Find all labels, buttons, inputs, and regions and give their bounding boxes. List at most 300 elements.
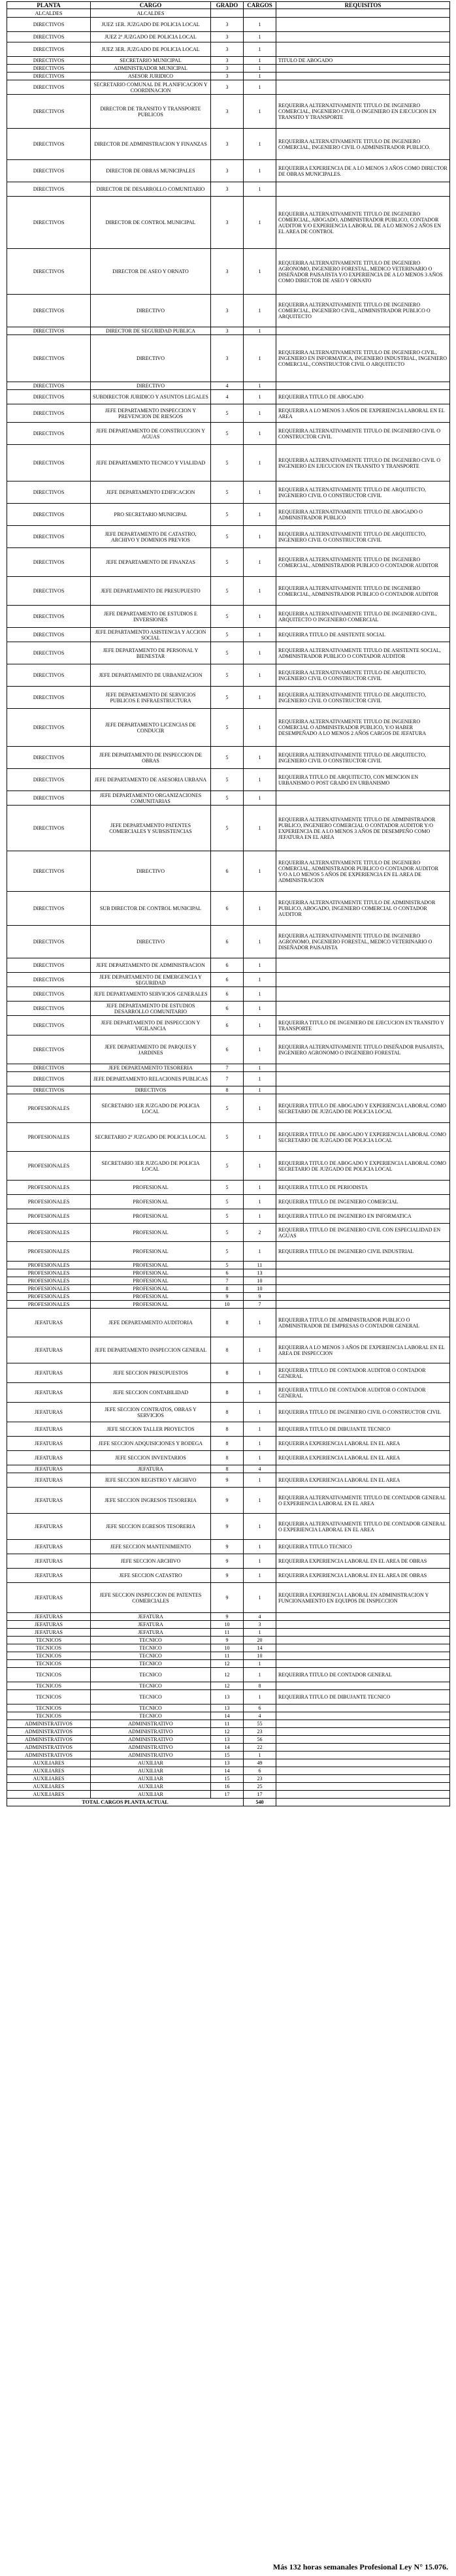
- cargos-cell: 1: [244, 642, 276, 664]
- requisitos-cell: REQUERIRA EXPERIENCIA LABORAL EN EL AREA DE OBRAS: [276, 1554, 450, 1569]
- grado-cell: 5: [211, 709, 244, 747]
- cargo-cell: JEFE DEPARTAMENTO EDIFICACION: [91, 481, 211, 504]
- cargo-cell: DIRECTOR DE ADMINISTRACION Y FINANZAS: [91, 129, 211, 160]
- cargos-cell: 1: [244, 606, 276, 628]
- grado-cell: 8: [211, 1363, 244, 1383]
- table-row: [7, 1242, 450, 1262]
- table-row: [7, 57, 450, 65]
- grado-cell: 7: [211, 1277, 244, 1285]
- cargo-cell: DIRECTOR DE ASEO Y ORNATO: [91, 249, 211, 295]
- cargo-cell: JEFE SECCION EGRESOS TESORERIA: [91, 1514, 211, 1540]
- cargos-cell: 8: [244, 1682, 276, 1690]
- grado-cell: 8: [211, 1086, 244, 1094]
- requisitos-cell: [276, 42, 450, 57]
- planta-cell: DIRECTIVOS: [7, 687, 91, 709]
- requisitos-cell: [276, 327, 450, 335]
- requisitos-cell: REQUERIRA ALTERNATIVAMENTE TITULO DISEÑADOR PAISAJISTA, INGENIERO AGRONOMO O INGENIERO FORESTAL: [276, 1035, 450, 1064]
- cargo-cell: JUEZ 1ER. JUZGADO DE POLICIA LOCAL: [91, 18, 211, 32]
- cargo-cell: JEFE SECCION ARCHIVO: [91, 1554, 211, 1569]
- requisitos-cell: [276, 1744, 450, 1752]
- cargos-cell: 1: [244, 160, 276, 182]
- grado-cell: 6: [211, 987, 244, 1002]
- cargo-cell: JEFE SECCION PRESUPUESTOS: [91, 1363, 211, 1383]
- cargos-cell: 1: [244, 1660, 276, 1668]
- cargo-cell: JEFE SECCION INGRESOS TESORERIA: [91, 1488, 211, 1514]
- table-row: [7, 526, 450, 548]
- cargo-cell: SUB DIRECTOR DE CONTROL MUNICIPAL: [91, 892, 211, 926]
- cargos-cell: 7: [244, 1301, 276, 1309]
- cargos-cell: 4: [244, 1712, 276, 1720]
- cargos-cell: 23: [244, 1775, 276, 1783]
- cargos-cell: 1: [244, 548, 276, 577]
- requisitos-cell: [276, 1637, 450, 1644]
- planta-cell: TECNICOS: [7, 1712, 91, 1720]
- cargos-cell: 1: [244, 1181, 276, 1195]
- requisitos-cell: [276, 1720, 450, 1728]
- requisitos-cell: [276, 1072, 450, 1086]
- requisitos-cell: REQUERIRA ALTERNATIVAMENTE TITULO DE ARQUITECTO, INGENIERO CIVIL O CONSTRUCTOR CIVIL: [276, 664, 450, 687]
- table-row: [7, 664, 450, 687]
- grado-cell: 9: [211, 1540, 244, 1554]
- table-row: [7, 335, 450, 382]
- table-row: [7, 1301, 450, 1309]
- requisitos-cell: REQUERIRA TITULO DE ASISTENTE SOCIAL: [276, 628, 450, 642]
- requisitos-cell: [276, 1712, 450, 1720]
- grado-cell: 9: [211, 1554, 244, 1569]
- cargo-cell: PROFESIONAL: [91, 1195, 211, 1209]
- cargos-cell: 1: [244, 1583, 276, 1613]
- cargo-cell: SECRETARIO COMUNAL DE PLANIFICACION Y COORDINACION: [91, 80, 211, 95]
- planta-cell: DIRECTIVOS: [7, 327, 91, 335]
- requisitos-cell: [276, 1644, 450, 1652]
- requisitos-cell: [276, 1285, 450, 1293]
- table-row: [7, 1660, 450, 1668]
- requisitos-cell: [276, 973, 450, 987]
- header-planta: PLANTA: [7, 2, 91, 9]
- grado-cell: 3: [211, 160, 244, 182]
- grado-cell: 4: [211, 390, 244, 404]
- requisitos-cell: REQUERIRA TITULO DE INGENIERO CIVIL CON ESPECIALIDAD EN AGUAS: [276, 1224, 450, 1242]
- cargo-cell: DIRECTOR DE SEGURIDAD PUBLICA: [91, 327, 211, 335]
- planta-cell: DIRECTIVOS: [7, 197, 91, 249]
- header-cargos: CARGOS: [244, 2, 276, 9]
- requisitos-cell: REQUERIRA TITULO DE CONTADOR AUDITOR O CONTADOR GENERAL: [276, 1363, 450, 1383]
- cargos-cell: 1: [244, 1473, 276, 1488]
- cargos-cell: 1: [244, 1363, 276, 1383]
- cargo-cell: TECNICO: [91, 1668, 211, 1682]
- grado-cell: 9: [211, 1488, 244, 1514]
- planta-cell: DIRECTIVOS: [7, 1035, 91, 1064]
- cargo-cell: DIRECTOR DE CONTROL MUNICIPAL: [91, 197, 211, 249]
- table-row: [7, 327, 450, 335]
- planta-cell: PROFESIONALES: [7, 1285, 91, 1293]
- table-row: [7, 80, 450, 95]
- planta-cell: ADMINISTRATIVOS: [7, 1752, 91, 1759]
- cargos-cell: 1: [244, 249, 276, 295]
- table-row: [7, 606, 450, 628]
- grado-cell: 6: [211, 1269, 244, 1277]
- planta-cell: DIRECTIVOS: [7, 548, 91, 577]
- table-row: [7, 1224, 450, 1242]
- table-row: [7, 1736, 450, 1744]
- cargos-cell: 1: [244, 1668, 276, 1682]
- cargo-cell: JEFE DEPARTAMENTO TECNICO Y VIALIDAD: [91, 445, 211, 481]
- planta-cell: ADMINISTRATIVOS: [7, 1720, 91, 1728]
- planta-cell: PROFESIONALES: [7, 1262, 91, 1269]
- planta-cell: ADMINISTRATIVOS: [7, 1744, 91, 1752]
- cargo-cell: DIRECTIVO: [91, 382, 211, 390]
- requisitos-cell: REQUERIRA TITULO DE ABOGADO: [276, 390, 450, 404]
- cargos-cell: 1: [244, 197, 276, 249]
- grado-cell: 8: [211, 1403, 244, 1422]
- grado-cell: 3: [211, 18, 244, 32]
- planta-cell: DIRECTIVOS: [7, 390, 91, 404]
- requisitos-cell: REQUERIRA TITULO DE ABOGADO Y EXPERIENCIA LABORAL COMO SECRETARIO DE JUZGADO DE POLICIA LOCAL: [276, 1123, 450, 1152]
- cargos-cell: 1: [244, 327, 276, 335]
- cargo-cell: SUBDIRECTOR JURIDICO Y ASUNTOS LEGALES: [91, 390, 211, 404]
- requisitos-cell: REQUERIRA EXPERIENCIA LABORAL EN ADMINISTRACION Y FUNCIONAMIENTO EN EQUIPOS DE INSPECCION: [276, 1583, 450, 1613]
- grado-cell: 5: [211, 1123, 244, 1152]
- grado-cell: 7: [211, 1064, 244, 1072]
- planta-cell: JEFATURAS: [7, 1437, 91, 1451]
- cargos-cell: 1: [244, 791, 276, 806]
- requisitos-cell: REQUERIRA TITULO DE INGENIERO EN INFORMATICA: [276, 1209, 450, 1224]
- table-row: [7, 1652, 450, 1660]
- cargos-cell: 1: [244, 42, 276, 57]
- grado-cell: 3: [211, 327, 244, 335]
- table-row: [7, 504, 450, 526]
- requisitos-cell: [276, 1621, 450, 1629]
- table-row: [7, 1086, 450, 1094]
- planta-cell: DIRECTIVOS: [7, 747, 91, 769]
- cargos-cell: 1: [244, 1086, 276, 1094]
- table-row: [7, 129, 450, 160]
- grado-cell: 10: [211, 1621, 244, 1629]
- table-row: [7, 1629, 450, 1637]
- planta-cell: PROFESIONALES: [7, 1301, 91, 1309]
- table-row: [7, 1704, 450, 1712]
- requisitos-cell: [276, 1759, 450, 1767]
- table-row: [7, 1403, 450, 1422]
- table-row: [7, 1262, 450, 1269]
- cargos-cell: 1: [244, 1035, 276, 1064]
- grado-cell: 8: [211, 1451, 244, 1465]
- cargo-cell: JEFE DEPARTAMENTO DE PRESUPUESTO: [91, 577, 211, 606]
- requisitos-cell: [276, 1293, 450, 1301]
- table-row: [7, 1613, 450, 1621]
- grado-cell: 5: [211, 577, 244, 606]
- requisitos-cell: [276, 80, 450, 95]
- planta-cell: DIRECTIVOS: [7, 606, 91, 628]
- table-row: [7, 1309, 450, 1337]
- table-row: [7, 577, 450, 606]
- requisitos-cell: [276, 1767, 450, 1775]
- planta-cell: DIRECTIVOS: [7, 664, 91, 687]
- requisitos-cell: REQUERIRA ALTERNATIVAMENTE TITULO DE INGENIERO COMERCIAL, INGENIERO CIVIL O INGENIERO EN EJECUCION EN TRANSITO Y TRANSPORTE: [276, 95, 450, 129]
- requisitos-cell: [276, 1301, 450, 1309]
- cargo-cell: SECRETARIO 1ER JUZGADO DE POLICIA LOCAL: [91, 1094, 211, 1123]
- cargo-cell: JEFE SECCION INVENTARIOS: [91, 1451, 211, 1465]
- planta-cell: DIRECTIVOS: [7, 504, 91, 526]
- grado-cell: 16: [211, 1783, 244, 1791]
- grado-cell: 10: [211, 1644, 244, 1652]
- cargo-cell: DIRECTIVO: [91, 295, 211, 327]
- cargo-cell: TECNICO: [91, 1660, 211, 1668]
- cargo-cell: JEFE DEPARTAMENTO AUDITORIA: [91, 1309, 211, 1337]
- table-row: [7, 182, 450, 197]
- cargos-cell: 1: [244, 1094, 276, 1123]
- grado-cell: 13: [211, 1736, 244, 1744]
- requisitos-cell: REQUERIRA ALTERNATIVAMENTE TITULO DE ARQUITECTO, INGENIERO CIVIL O CONSTRUCTOR CIVIL: [276, 526, 450, 548]
- cargo-cell: PROFESIONAL: [91, 1242, 211, 1262]
- table-row: [7, 9, 450, 18]
- total-row: [7, 1799, 450, 1806]
- cargos-cell: 23: [244, 1728, 276, 1736]
- cargos-cell: 6: [244, 1767, 276, 1775]
- requisitos-cell: REQUERIRA ALTERNATIVAMENTE TITULO DE ADMINISTRADOR PUBLICO, INGENIERO COMERCIAL O CONTADOR AUDITOR Y/O EXPERIENCIA DE A LO MENOS 3 AÑOS DE DESEMPEÑO COMO JEFATURA EN EL AREA: [276, 806, 450, 851]
- requisitos-cell: REQUERIRA TITULO TECNICO: [276, 1540, 450, 1554]
- planta-cell: AUXILIARES: [7, 1767, 91, 1775]
- table-row: [7, 926, 450, 958]
- planta-cell: JEFATURAS: [7, 1473, 91, 1488]
- header-requisitos: REQUISITOS: [276, 2, 450, 9]
- requisitos-cell: REQUERIRA ALTERNATIVAMENTE TITULO DE INGENIERO AGRONOMO, INGENIERO FORESTAL, MEDICO VETERINARIO O DISEÑADOR PAISAJISTA Y/O EXPERIENCIA DE A LO MENOS 3 AÑOS COMO DIRECTOR DE ASEO Y ORNATO: [276, 249, 450, 295]
- requisitos-cell: REQUERIRA TITULO DE CONTADOR GENERAL: [276, 1668, 450, 1682]
- planta-cell: DIRECTIVOS: [7, 18, 91, 32]
- requisitos-cell: REQUERIRA ALTERNATIVAMENTE TITULO DE CONTADOR GENERAL O EXPERIENCIA LABORAL EN EL AREA: [276, 1514, 450, 1540]
- grado-cell: 15: [211, 1775, 244, 1783]
- cargo-cell: JEFE DEPARTAMENTO DE CATASTRO, ARCHIVO Y DOMINIOS PREVIOS: [91, 526, 211, 548]
- table-row: [7, 65, 450, 73]
- cargo-cell: JEFE DEPARTAMENTO ORGANIZACIONES COMUNITARIAS: [91, 791, 211, 806]
- grado-cell: 5: [211, 445, 244, 481]
- cargos-cell: 1: [244, 769, 276, 791]
- grado-cell: 5: [211, 481, 244, 504]
- planta-cell: JEFATURAS: [7, 1554, 91, 1569]
- planta-cell: DIRECTIVOS: [7, 42, 91, 57]
- grado-cell: 12: [211, 1668, 244, 1682]
- cargo-cell: ADMINISTRADOR MUNICIPAL: [91, 65, 211, 73]
- planta-cell: PROFESIONALES: [7, 1195, 91, 1209]
- planta-cell: DIRECTIVOS: [7, 577, 91, 606]
- planta-cell: DIRECTIVOS: [7, 1086, 91, 1094]
- cargo-cell: PROFESIONAL: [91, 1301, 211, 1309]
- cargo-cell: JEFE DEPARTAMENTO ASISTENCIA Y ACCION SOCIAL: [91, 628, 211, 642]
- cargos-cell: 1: [244, 129, 276, 160]
- planta-cell: DIRECTIVOS: [7, 1002, 91, 1016]
- cargos-cell: 1: [244, 1403, 276, 1422]
- cargo-cell: JEFE SECCION MANTENIMIENTO: [91, 1540, 211, 1554]
- planta-cell: TECNICOS: [7, 1637, 91, 1644]
- cargos-cell: 4: [244, 1465, 276, 1473]
- planta-cell: JEFATURAS: [7, 1583, 91, 1613]
- planta-cell: PROFESIONALES: [7, 1293, 91, 1301]
- cargo-cell: TECNICO: [91, 1652, 211, 1660]
- planta-cell: JEFATURAS: [7, 1613, 91, 1621]
- grado-cell: 13: [211, 1690, 244, 1704]
- cargo-cell: ASESOR JURIDICO: [91, 73, 211, 80]
- grado-cell: 6: [211, 1002, 244, 1016]
- cargo-cell: JEFE SECCION CATASTRO: [91, 1569, 211, 1583]
- table-row: [7, 548, 450, 577]
- cargos-cell: 4: [244, 1613, 276, 1621]
- cargos-cell: 1: [244, 32, 276, 42]
- cargo-cell: JEFE SECCION REGISTRO Y ARCHIVO: [91, 1473, 211, 1488]
- requisitos-cell: REQUERIRA TITULO DE CONTADOR AUDITOR O CONTADOR GENERAL: [276, 1383, 450, 1403]
- cargo-cell: SECRETARIO 3ER JUZGADO DE POLICIA LOCAL: [91, 1152, 211, 1181]
- planta-cell: DIRECTIVOS: [7, 806, 91, 851]
- grado-cell: 3: [211, 95, 244, 129]
- cargos-cell: 1: [244, 57, 276, 65]
- planta-cell: JEFATURAS: [7, 1383, 91, 1403]
- table-row: [7, 1209, 450, 1224]
- requisitos-cell: [276, 987, 450, 1002]
- cargos-cell: 2: [244, 1224, 276, 1242]
- table-row: [7, 249, 450, 295]
- requisitos-cell: [276, 1660, 450, 1668]
- cargos-cell: 1: [244, 628, 276, 642]
- cargos-cell: 1: [244, 1123, 276, 1152]
- cargos-cell: 1: [244, 892, 276, 926]
- cargo-cell: ADMINISTRATIVO: [91, 1736, 211, 1744]
- cargos-cell: 1: [244, 73, 276, 80]
- cargos-cell: 11: [244, 1262, 276, 1269]
- cargo-cell: TECNICO: [91, 1690, 211, 1704]
- planta-cell: DIRECTIVOS: [7, 481, 91, 504]
- grado-cell: 13: [211, 1759, 244, 1767]
- cargos-cell: 1: [244, 65, 276, 73]
- table-row: [7, 1759, 450, 1767]
- cargos-cell: 1: [244, 390, 276, 404]
- table-row: [7, 1783, 450, 1791]
- requisitos-cell: REQUERIRA EXPERIENCIA LABORAL EN EL AREA: [276, 1437, 450, 1451]
- planta-cell: DIRECTIVOS: [7, 851, 91, 892]
- grado-cell: 3: [211, 42, 244, 57]
- table-row: [7, 1152, 450, 1181]
- table-row: [7, 958, 450, 973]
- cargo-cell: TECNICO: [91, 1644, 211, 1652]
- requisitos-cell: [276, 9, 450, 18]
- requisitos-cell: [276, 1064, 450, 1072]
- requisitos-cell: REQUERIRA TITULO DE ABOGADO Y EXPERIENCIA LABORAL COMO SECRETARIO DE JUZGADO DE POLICIA LOCAL: [276, 1094, 450, 1123]
- cargos-cell: 17: [244, 1791, 276, 1799]
- cargos-cell: 1: [244, 709, 276, 747]
- cargos-cell: 1: [244, 382, 276, 390]
- grado-cell: 5: [211, 628, 244, 642]
- table-row: [7, 1473, 450, 1488]
- planta-cell: PROFESIONALES: [7, 1181, 91, 1195]
- grado-cell: 5: [211, 548, 244, 577]
- total-value: 540: [244, 1799, 276, 1806]
- requisitos-cell: [276, 382, 450, 390]
- planta-cell: DIRECTIVOS: [7, 526, 91, 548]
- table-row: [7, 445, 450, 481]
- table-row: [7, 1637, 450, 1644]
- table-row: [7, 404, 450, 423]
- table-row: [7, 1554, 450, 1569]
- grado-cell: 5: [211, 1094, 244, 1123]
- cargos-cell: 1: [244, 335, 276, 382]
- table-row: [7, 1002, 450, 1016]
- grado-cell: 14: [211, 1744, 244, 1752]
- cargos-cell: 1: [244, 445, 276, 481]
- table-row: [7, 1422, 450, 1437]
- table-row: [7, 1514, 450, 1540]
- cargos-cell: 10: [244, 1285, 276, 1293]
- cargo-cell: ADMINISTRATIVO: [91, 1752, 211, 1759]
- cargos-cell: 1: [244, 1337, 276, 1363]
- planta-cell: DIRECTIVOS: [7, 791, 91, 806]
- table-row: [7, 1465, 450, 1473]
- requisitos-cell: REQUERIRA ALTERNATIVAMENTE TITULO DE INGENIERO CIVIL O CONSTRUCTOR CIVIL: [276, 423, 450, 445]
- requisitos-cell: REQUERIRA ALTERNATIVAMENTE TITULO DE INGENIERO COMERCIAL, ADMINISTRADOR PUBLICO O CONTADOR AUDITOR: [276, 548, 450, 577]
- cargo-cell: JEFE DEPARTAMENTO DE EMERGENCIA Y SEGURIDAD: [91, 973, 211, 987]
- cargos-cell: 1: [244, 481, 276, 504]
- cargos-cell: 1: [244, 1488, 276, 1514]
- requisitos-cell: [276, 1262, 450, 1269]
- requisitos-cell: [276, 1783, 450, 1791]
- table-row: [7, 18, 450, 32]
- table-row: [7, 390, 450, 404]
- requisitos-cell: [276, 791, 450, 806]
- cargos-cell: 1: [244, 1064, 276, 1072]
- grado-cell: 3: [211, 295, 244, 327]
- planta-cell: ADMINISTRATIVOS: [7, 1736, 91, 1744]
- cargos-cell: 1: [244, 1540, 276, 1554]
- cargo-cell: DIRECTIVOS: [91, 1086, 211, 1094]
- planta-cell: DIRECTIVOS: [7, 1064, 91, 1072]
- requisitos-cell: REQUERIRA TITULO DE DIBUJANTE TECNICO: [276, 1690, 450, 1704]
- planta-cell: PROFESIONALES: [7, 1224, 91, 1242]
- cargo-cell: JEFATURA: [91, 1613, 211, 1621]
- grado-cell: 5: [211, 504, 244, 526]
- requisitos-cell: REQUERIRA TITULO DE ADMINISTRADOR PUBLICO O ADMINISTRADOR DE EMPRESAS O CONTADOR GENERAL: [276, 1309, 450, 1337]
- planta-cell: JEFATURAS: [7, 1337, 91, 1363]
- grado-cell: 9: [211, 1473, 244, 1488]
- requisitos-cell: REQUERIRA EXPERIENCIA LABORAL EN EL AREA: [276, 1451, 450, 1465]
- grado-cell: 8: [211, 1465, 244, 1473]
- cargo-cell: PROFESIONAL: [91, 1285, 211, 1293]
- grado-cell: 8: [211, 1422, 244, 1437]
- requisitos-cell: [276, 1791, 450, 1799]
- planta-cell: JEFATURAS: [7, 1540, 91, 1554]
- table-row: [7, 1181, 450, 1195]
- planta-cell: DIRECTIVOS: [7, 129, 91, 160]
- grado-cell: 5: [211, 1209, 244, 1224]
- grado-cell: 12: [211, 1682, 244, 1690]
- cargo-cell: ADMINISTRATIVO: [91, 1720, 211, 1728]
- cargos-cell: 1: [244, 926, 276, 958]
- planta-cell: PROFESIONALES: [7, 1209, 91, 1224]
- cargo-cell: DIRECTIVO: [91, 926, 211, 958]
- grado-cell: 5: [211, 606, 244, 628]
- planta-cell: PROFESIONALES: [7, 1277, 91, 1285]
- table-row: [7, 806, 450, 851]
- table-row: [7, 32, 450, 42]
- cargo-cell: SECRETARIO MUNICIPAL: [91, 57, 211, 65]
- cargo-cell: JEFE DEPARTAMENTO SERVICIOS GENERALES: [91, 987, 211, 1002]
- requisitos-cell: [276, 1652, 450, 1660]
- cargos-cell: 1: [244, 1002, 276, 1016]
- grado-cell: 6: [211, 1035, 244, 1064]
- cargos-cell: 1: [244, 687, 276, 709]
- table-row: [7, 73, 450, 80]
- table-row: [7, 1035, 450, 1064]
- planta-cell: JEFATURAS: [7, 1465, 91, 1473]
- cargos-cell: 14: [244, 1644, 276, 1652]
- planta-cell: DIRECTIVOS: [7, 973, 91, 987]
- grado-cell: 3: [211, 57, 244, 65]
